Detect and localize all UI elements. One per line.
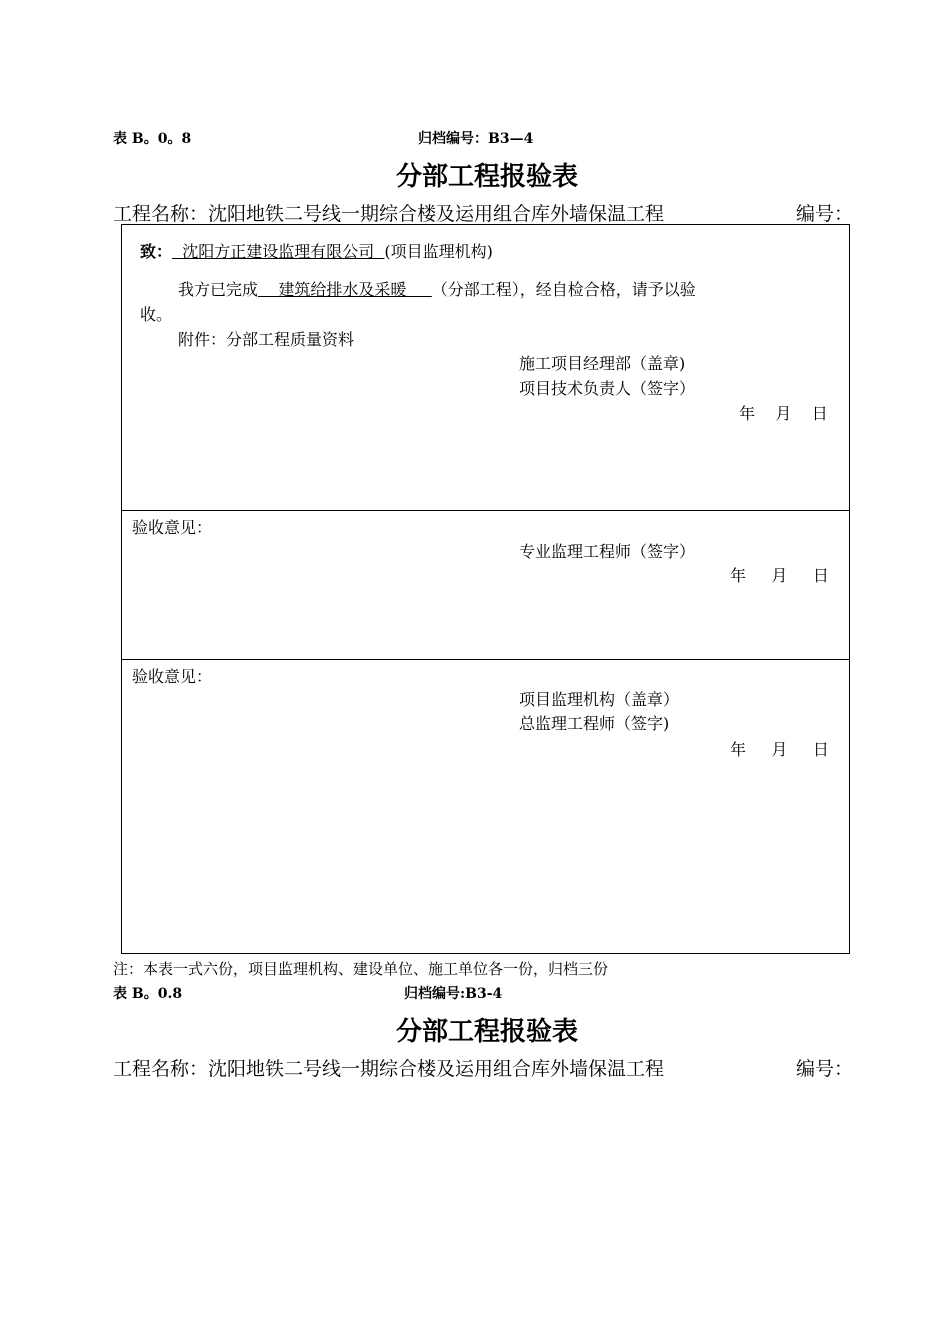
opinion-label-1: 验收意见： xyxy=(132,518,213,537)
date-2: 年 月 日 xyxy=(730,566,829,585)
recipient-line xyxy=(140,239,493,262)
sign-dept: 施工项目经理部（盖章) xyxy=(519,354,686,373)
project-name: 工程名称：沈阳地铁二号线一期综合楼及运用组合库外墙保温工程 xyxy=(113,203,665,225)
date-3: 年 月 日 xyxy=(730,740,829,759)
archive-number: 归档编号：B3—4 xyxy=(418,131,534,147)
number-label: 编号： xyxy=(796,203,854,225)
submission-section xyxy=(121,224,850,511)
opinion-section-2 xyxy=(121,659,850,954)
sign-chief: 总监理工程师（签字) xyxy=(519,714,670,733)
sign-tech: 项目技术负责人（签字） xyxy=(519,379,696,398)
statement-work: 建筑给排水及采暖 xyxy=(258,280,432,299)
sign-org: 项目监理机构（盖章） xyxy=(519,690,680,709)
to-label: 致： xyxy=(140,242,173,261)
sign-engineer: 专业监理工程师（签字） xyxy=(519,542,696,561)
recipient-org: 沈阳方正建设监理有限公司 xyxy=(172,242,385,261)
statement-wrap: 收。 xyxy=(140,305,173,324)
table-number: 表 B。0。8 xyxy=(113,131,192,147)
form-title: 分部工程报验表 xyxy=(395,162,578,192)
opinion-section-1 xyxy=(121,510,850,660)
project-name-2: 工程名称：沈阳地铁二号线一期综合楼及运用组合库外墙保温工程 xyxy=(113,1058,665,1080)
opinion-label-2: 验收意见： xyxy=(132,667,213,686)
form-title-2: 分部工程报验表 xyxy=(395,1017,578,1047)
archive-number-2: 归档编号:B3-4 xyxy=(404,986,503,1002)
statement-line xyxy=(178,277,696,300)
table-number-2: 表 B。0.8 xyxy=(113,986,183,1002)
recipient-suffix: (项目监理机构) xyxy=(384,242,493,261)
attachment-line: 附件：分部工程质量资料 xyxy=(178,330,355,349)
statement-suffix: （分部工程），经自检合格，请予以验 xyxy=(431,280,696,299)
number-label-2: 编号： xyxy=(796,1058,854,1080)
statement-prefix: 我方已完成 xyxy=(178,280,259,299)
date-1: 年 月 日 xyxy=(739,404,828,423)
footnote: 注：本表一式六份，项目监理机构、建设单位、施工单位各一份，归档三份 xyxy=(113,960,609,978)
